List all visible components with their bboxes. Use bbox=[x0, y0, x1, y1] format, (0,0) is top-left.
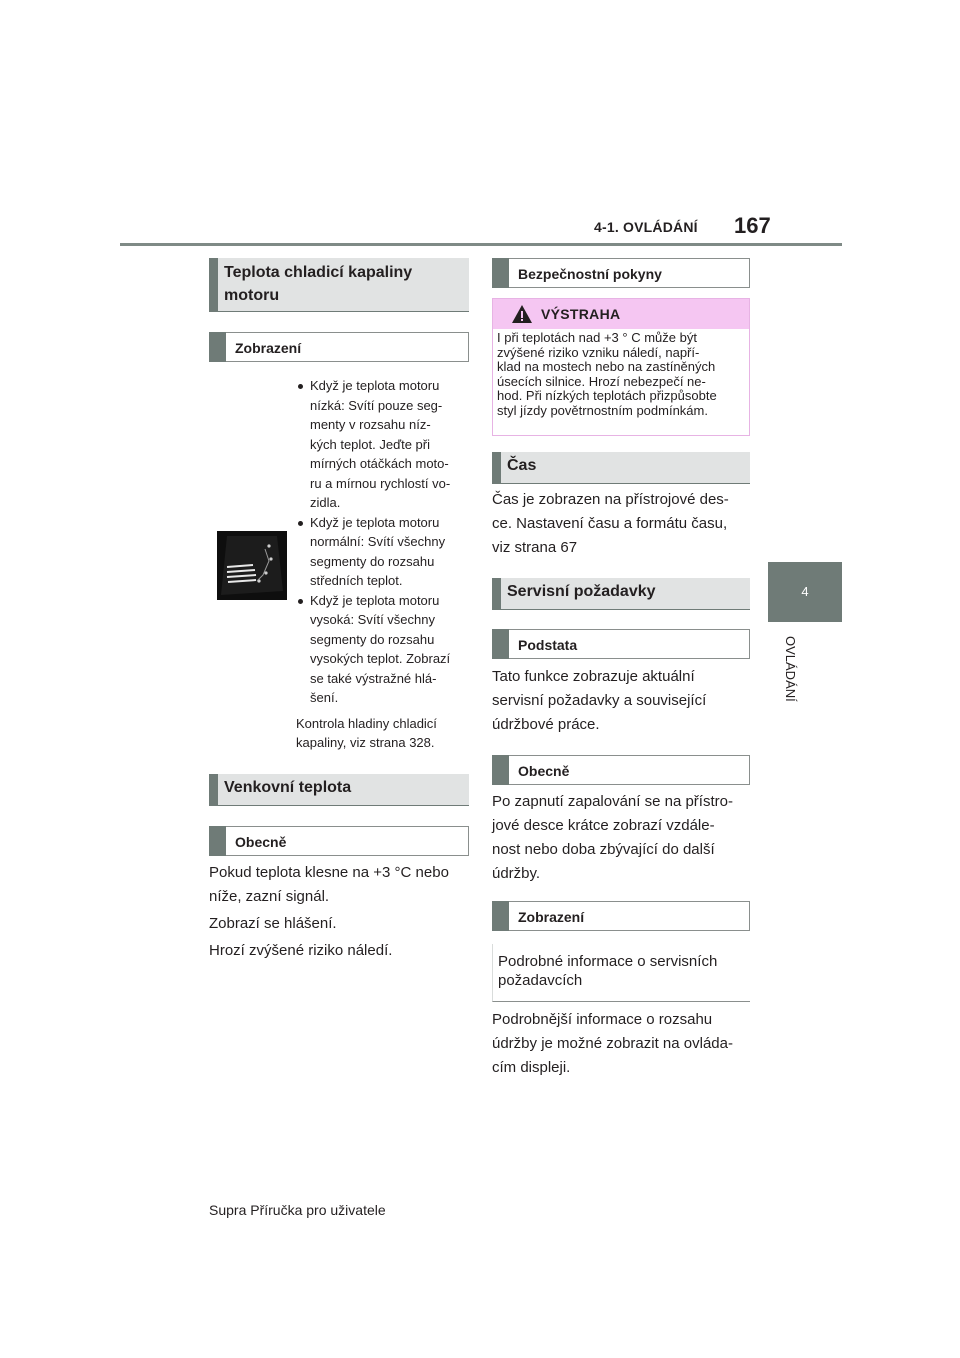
subheading-general-left: Obecně bbox=[209, 826, 469, 856]
outside-temp-text: Pokud teplota klesne na +3 °C nebo níže, zazní signál. Zobrazí se hlášení. Hrozí zvýšené riziko náledí. bbox=[209, 864, 449, 959]
subheading-display-right: Zobrazení bbox=[492, 901, 750, 931]
service-essence-text: Tato funkce zobrazuje aktuální servisní požadavky a související údržbové práce. bbox=[492, 668, 707, 733]
subheading-essence: Podstata bbox=[492, 629, 750, 659]
list-item: Když je teplota motoru vysoká: Svítí všechny segmenty do rozsahu vysokých teplot. Zobrazí se také výstražné hlá- šení. bbox=[296, 591, 466, 708]
warning-title: VÝSTRAHA bbox=[541, 306, 621, 322]
section-heading-time: Čas bbox=[492, 452, 750, 484]
warning-box bbox=[492, 298, 750, 436]
service-general-text: Po zapnutí zapalování se na přístro- jové desce krátce zobrazí vzdále- nost nebo doba zbývající do další údržby. bbox=[492, 793, 733, 882]
list-item: Když je teplota motoru nízká: Svítí pouze seg- menty v rozsahu níz- kých teplot. Jeďte při mírných otáčkách moto- ru a mírnou rychlostí vo- zidla. bbox=[296, 376, 466, 513]
list-item: Když je teplota motoru normální: Svítí všechny segmenty do rozsahu středních teplot. bbox=[296, 513, 466, 591]
page-number: 167 bbox=[734, 213, 771, 238]
header-rule bbox=[120, 243, 842, 246]
chapter-tab-label: OVLÁDÁNÍ bbox=[783, 636, 798, 702]
detail-info-box: Podrobné informace o servisních požadavcích bbox=[492, 944, 750, 1002]
section-heading-coolant: Teplota chladicí kapaliny motoru bbox=[209, 258, 469, 312]
chapter-tab: 4 bbox=[768, 562, 842, 622]
warning-text: I při teplotách nad +3 ° C může být zvýšené riziko vzniku náledí, napří- klad na mostech nebo na zastíněných úsecích silnice. Hrozí nebezpečí ne- hod. Při nízkých teplotách přizpůsobte styl jízdy povětrnostním podmínkám. bbox=[497, 330, 717, 418]
section-heading-outside-temp: Venkovní teplota bbox=[209, 774, 469, 806]
service-detail-text: Podrobnější informace o rozsahu údržby je možné zobrazit na ovláda- cím displeji. bbox=[492, 1011, 733, 1076]
coolant-bullets bbox=[296, 376, 466, 753]
subheading-general-right: Obecně bbox=[492, 755, 750, 785]
subheading-safety: Bezpečnostní pokyny bbox=[492, 258, 750, 288]
section-heading-service: Servisní požadavky bbox=[492, 578, 750, 610]
warning-header bbox=[493, 299, 749, 329]
time-text: Čas je zobrazen na přístrojové des- ce. Nastavení času a formátu času, viz strana 67 bbox=[492, 491, 729, 556]
coolant-note: Kontrola hladiny chladicí kapaliny, viz strana 328. bbox=[296, 715, 437, 750]
coolant-gauge-image bbox=[217, 531, 287, 600]
subheading-display: Zobrazení bbox=[209, 332, 469, 362]
warning-triangle-icon bbox=[511, 304, 533, 329]
section-header: 4-1. OVLÁDÁNÍ bbox=[594, 219, 698, 235]
footer-manual-title: Supra Příručka pro uživatele bbox=[209, 1202, 386, 1218]
